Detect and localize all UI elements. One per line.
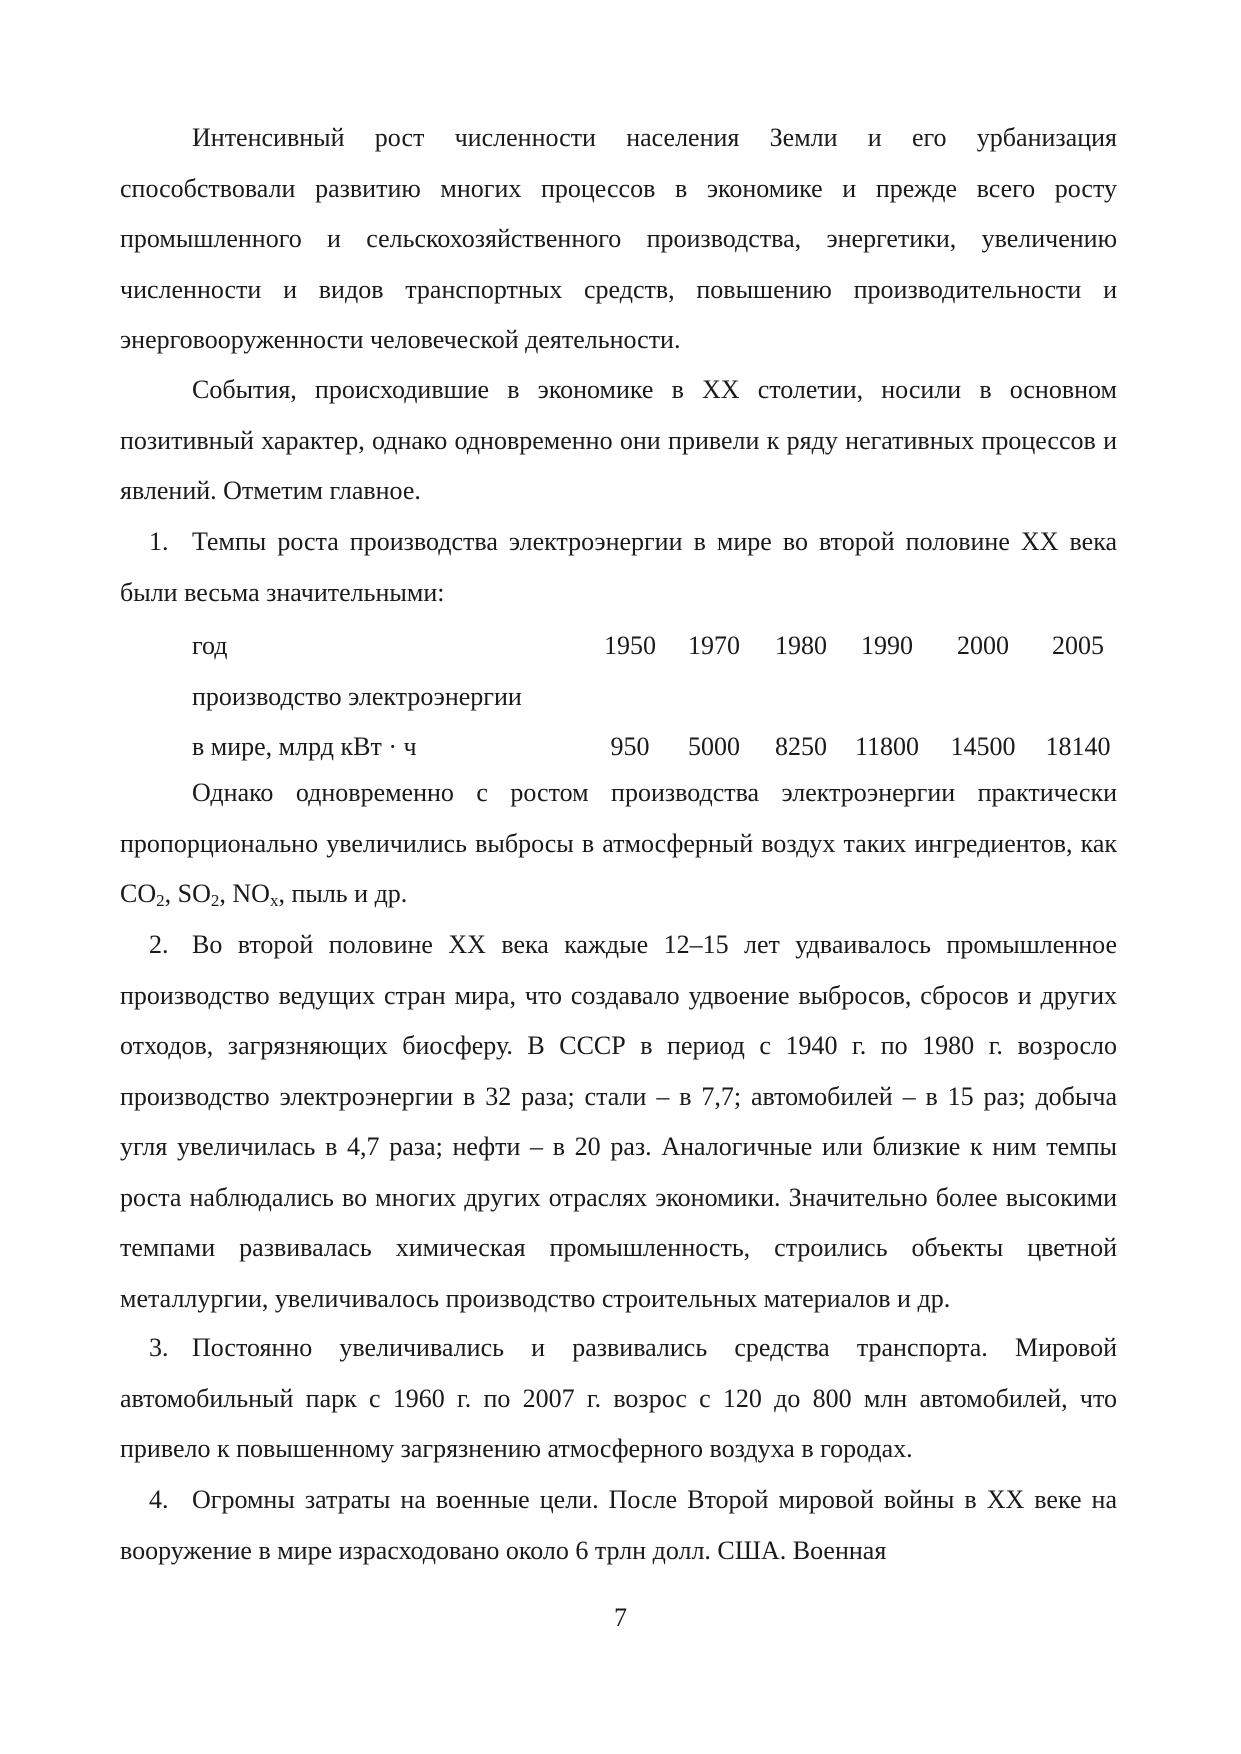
year-cell: 1950 [604, 631, 656, 660]
page-number: 7 [614, 1603, 627, 1632]
value-cell: 8250 [775, 732, 827, 761]
list-item-text: Постоянно увеличивались и развивались средства транспорта. Мировой автомобильный парк с 1960 г. по 2007 г. возрос с 120 до 800 млн автомобилей, что привело к повышенному загрязнению атмосферного воздуха в городах. [120, 1333, 1117, 1463]
list-number: 2. [149, 930, 169, 959]
value-cell: 950 [610, 732, 650, 761]
value-cell: 5000 [688, 732, 740, 761]
year-cell: 1970 [688, 631, 740, 660]
list-item-text: Темпы роста производства электроэнергии в мире во второй половине XX века были весьма значительными: [120, 527, 1117, 607]
emissions-text: , SO [164, 879, 211, 908]
list-number: 1. [149, 527, 169, 556]
emissions-text: Однако одновременно с ростом производства электроэнергии практически пропорционально увеличились выбросы в атмосферный воздух таких ингредиентов, как CO [120, 778, 1117, 908]
list-item-2 [120, 920, 1117, 1324]
subscript: x [269, 891, 279, 910]
production-label-line1: производство электроэнергии [192, 681, 522, 711]
table-row-years [192, 621, 1127, 672]
subscript: 2 [210, 891, 220, 910]
year-cell: 1990 [861, 631, 913, 660]
subscript: 2 [156, 891, 165, 910]
list-number: 3. [149, 1333, 169, 1362]
year-cell: 1980 [775, 631, 827, 660]
paragraph-urbanization: Интенсивный рост численности населения Земли и его урбанизация способствовали развитию многих процессов в экономике и прежде всего росту промышленного и сельскохозяйственного производства, энергетики, увеличению численности и видов транспортных средств, повышению производительности и энерговооруженности человеческой деятельности. [120, 123, 1117, 354]
emissions-text: , NO [219, 879, 270, 908]
value-cell: 14500 [950, 732, 1016, 761]
list-item-4 [120, 1475, 1117, 1576]
table-row-label [192, 672, 1127, 723]
value-cell: 11800 [854, 732, 920, 761]
electricity-production-table [192, 621, 1127, 773]
list-number: 4. [149, 1485, 169, 1514]
year-label: год [192, 631, 228, 660]
emissions-text: , пыль и др. [278, 879, 408, 908]
paragraph-emissions [120, 768, 1117, 920]
year-cell: 2005 [1052, 631, 1104, 660]
list-item-3 [120, 1323, 1117, 1475]
list-item-text: Огромны затраты на военные цели. После Второй мировой войны в XX веке на вооружение в мире израсходовано около 6 трлн долл. США. Военная [120, 1485, 1117, 1565]
list-item-text: Во второй половине XX века каждые 12–15 лет удваивалось промышленное производство ведущих стран мира, что создавало удвоение выбросов, сбросов и других отходов, загрязняющих биосферу. В СССР в период с 1940 г. по 1980 г. возросло производство электроэнергии в 32 раза; стали – в 7,7; автомобилей – в 15 раз; добыча угля увеличилась в 4,7 раза; нефти – в 20 раз. Аналогичные или близкие к ним темпы роста наблюдались во многих других отраслях экономики. Значительно более высокими темпами развивалась химическая промышленность, строились объекты цветной металлургии, увеличивалось производство строительных материалов и др. [120, 930, 1117, 1313]
paragraph-xx-century-events: События, происходившие в экономике в XX столетии, носили в основном позитивный характер, однако одновременно они привели к ряду негативных процессов и явлений. Отметим главное. [120, 375, 1117, 505]
value-cell: 18140 [1045, 732, 1111, 761]
list-item-1 [120, 517, 1117, 618]
year-cell: 2000 [957, 631, 1009, 660]
table-row-values [192, 722, 1127, 773]
production-label-line2: в мире, млрд кВт · ч [192, 732, 417, 761]
